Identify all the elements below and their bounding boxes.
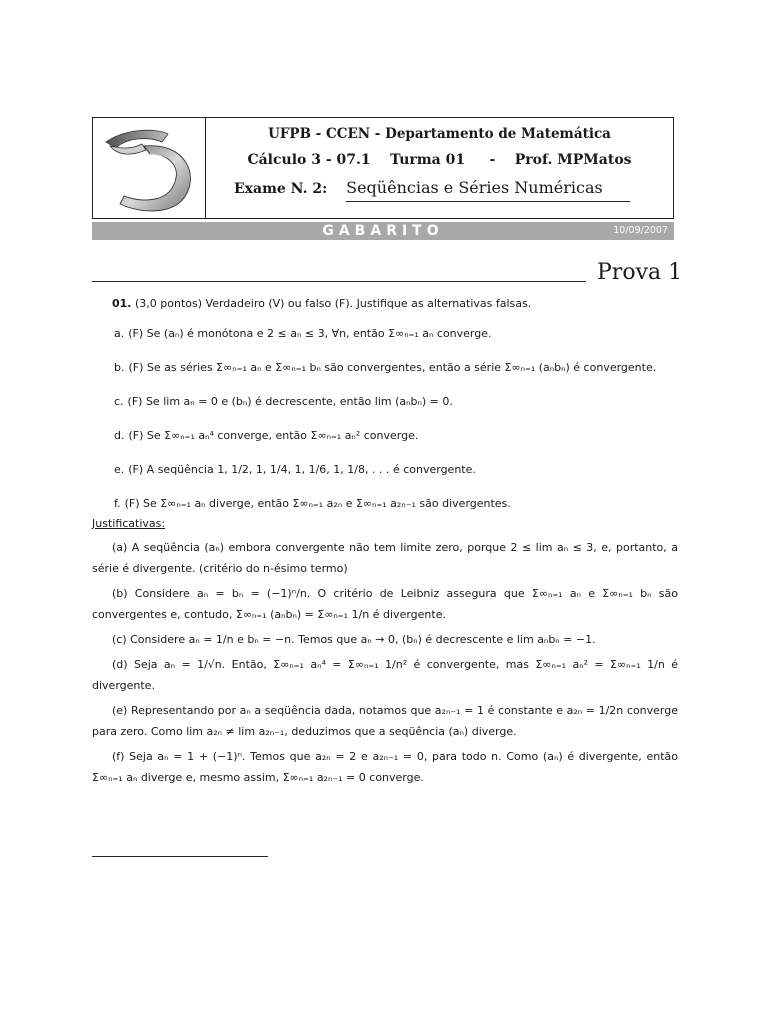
exam-header bbox=[92, 117, 674, 219]
exam-content bbox=[92, 291, 678, 788]
topic-underline bbox=[346, 201, 630, 202]
prova-rule bbox=[92, 281, 586, 282]
course-line bbox=[206, 152, 673, 168]
end-rule bbox=[92, 856, 268, 857]
statement-item bbox=[114, 453, 678, 487]
exam-date: 10/09/2007 bbox=[613, 225, 668, 236]
item-text: (F) Se lim aₙ = 0 e (bₙ) é decrescente, então lim (aₙbₙ) = 0. bbox=[127, 395, 453, 408]
statement-item bbox=[114, 419, 678, 453]
justification-paragraph: (b) Considere aₙ = bₙ = (−1)ⁿ/n. O critério de Leibniz assegura que Σ∞ₙ₌₁ aₙ e Σ∞ₙ₌₁ bₙ são convergentes e, contudo, Σ∞ₙ₌₁ (aₙbₙ) = Σ∞ₙ₌₁ 1/n é divergente. bbox=[92, 587, 678, 621]
department-title: UFPB - CCEN - Departamento de Matemática bbox=[268, 126, 611, 142]
university-logo-icon bbox=[96, 120, 202, 216]
class-name: Turma 01 bbox=[390, 152, 466, 168]
exam-topic: Seqüências e Séries Numéricas bbox=[346, 178, 603, 197]
item-label: b. bbox=[114, 361, 125, 374]
justification-paragraph: (a) A seqüência (aₙ) embora convergente não tem limite zero, porque 2 ≤ lim aₙ ≤ 3, e, portanto, a série é divergente. (critério do n-ésimo termo) bbox=[92, 541, 678, 575]
item-text: (F) Se as séries Σ∞ₙ₌₁ aₙ e Σ∞ₙ₌₁ bₙ são convergentes, então a série Σ∞ₙ₌₁ (aₙbₙ) é convergente. bbox=[128, 361, 657, 374]
justifications-heading: Justificativas: bbox=[92, 517, 166, 530]
header-text bbox=[206, 118, 673, 218]
item-text: (F) Se Σ∞ₙ₌₁ aₙ diverge, então Σ∞ₙ₌₁ a₂ₙ e Σ∞ₙ₌₁ a₂ₙ₋₁ são divergentes. bbox=[124, 497, 511, 510]
separator: - bbox=[489, 152, 496, 168]
statement-item bbox=[114, 351, 678, 385]
question-prompt: (3,0 pontos) Verdadeiro (V) ou falso (F). Justifique as alternativas falsas. bbox=[135, 297, 532, 310]
item-label: f. bbox=[114, 497, 121, 510]
item-label: a. bbox=[114, 327, 125, 340]
justification-paragraph: (c) Considere aₙ = 1/n e bₙ = −n. Temos que aₙ → 0, (bₙ) é decrescente e lim aₙbₙ = −1. bbox=[112, 633, 596, 646]
item-text: (F) A seqüência 1, 1/2, 1, 1/4, 1, 1/6, 1, 1/8, . . . é convergente. bbox=[128, 463, 476, 476]
gabarito-banner bbox=[92, 222, 674, 240]
item-label: d. bbox=[114, 429, 125, 442]
justification-paragraph: (d) Seja aₙ = 1/√n. Então, Σ∞ₙ₌₁ aₙ⁴ = Σ∞ₙ₌₁ 1/n² é convergente, mas Σ∞ₙ₌₁ aₙ² = Σ∞ₙ₌₁ 1/n é divergente. bbox=[92, 658, 678, 692]
justification-paragraph: (f) Seja aₙ = 1 + (−1)ⁿ. Temos que a₂ₙ = 2 e a₂ₙ₋₁ = 0, para todo n. Como (aₙ) é divergente, então Σ∞ₙ₌₁ aₙ diverge e, mesmo assim, Σ∞ₙ₌₁ a₂ₙ₋₁ = 0 converge. bbox=[92, 750, 678, 784]
gabarito-label: GABARITO bbox=[322, 223, 444, 239]
exam-line bbox=[234, 178, 603, 197]
statement-item bbox=[114, 317, 678, 351]
item-text: (F) Se Σ∞ₙ₌₁ aₙ⁴ converge, então Σ∞ₙ₌₁ aₙ² converge. bbox=[128, 429, 419, 442]
question-header bbox=[112, 295, 678, 317]
item-label: e. bbox=[114, 463, 125, 476]
prova-title: Prova 1 bbox=[597, 260, 683, 285]
exam-label: Exame N. 2: bbox=[234, 181, 328, 197]
item-label: c. bbox=[114, 395, 124, 408]
statement-item bbox=[114, 385, 678, 419]
justification-paragraph: (e) Representando por aₙ a seqüência dada, notamos que a₂ₙ₋₁ = 1 é constante e a₂ₙ = 1/2n converge para zero. Como lim a₂ₙ ≠ lim a₂ₙ₋₁, deduzimos que a seqüência (aₙ) diverge. bbox=[92, 704, 678, 738]
item-text: (F) Se (aₙ) é monótona e 2 ≤ aₙ ≤ 3, ∀n, então Σ∞ₙ₌₁ aₙ converge. bbox=[128, 327, 492, 340]
course-name: Cálculo 3 - 07.1 bbox=[247, 152, 371, 168]
question-number: 01. bbox=[112, 297, 132, 310]
professor-name: Prof. MPMatos bbox=[514, 152, 632, 168]
